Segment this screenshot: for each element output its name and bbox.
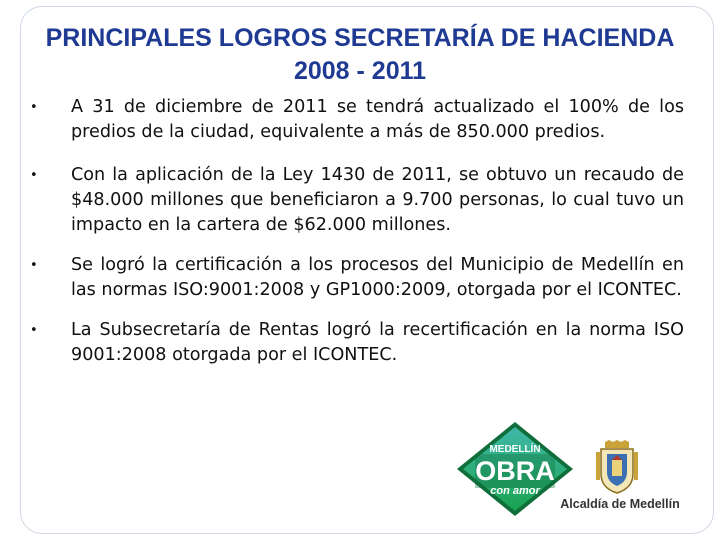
bullet-item xyxy=(28,318,684,368)
bullet-text: A 31 de diciembre de 2011 se tendrá actualizado el 100% de los predios de la ciudad, equivalente a más de 850.000 predios. xyxy=(71,97,684,142)
slide-title xyxy=(0,22,720,88)
bullet-glyph: • xyxy=(30,168,38,183)
bullet-item xyxy=(28,253,684,303)
title-line-2: 2008 - 2011 xyxy=(293,57,427,85)
obra-logo-line2: OBRA xyxy=(475,456,555,486)
bullet-glyph: • xyxy=(30,100,38,115)
bullet-item xyxy=(28,163,684,238)
bullet-list xyxy=(28,95,684,383)
bullet-text: La Subsecretaría de Rentas logró la recertificación en la norma ISO 9001:2008 otorgada por el ICONTEC. xyxy=(71,320,684,365)
obra-logo-line1: MEDELLÍN xyxy=(489,444,541,455)
bullet-glyph: • xyxy=(30,323,38,338)
coat-of-arms-icon xyxy=(595,440,639,494)
bullet-item xyxy=(28,95,684,145)
bullet-text: Con la aplicación de la Ley 1430 de 2011, se obtuvo un recaudo de $48.000 millones que beneficiaron a 9.700 personas, lo cual tuvo un impacto en la cartera de $62.000 millones. xyxy=(71,165,684,235)
bullet-glyph: • xyxy=(30,258,38,273)
obra-logo-line3: con amor xyxy=(490,485,540,497)
title-line-1: PRINCIPALES LOGROS SECRETARÍA DE HACIENDA xyxy=(45,24,675,52)
bullet-text: Se logró la certificación a los procesos del Municipio de Medellín en las normas ISO:9001:2008 y GP1000:2009, otorgada por el ICONTEC. xyxy=(71,255,684,300)
alcaldia-label: Alcaldía de Medellín xyxy=(560,497,680,511)
